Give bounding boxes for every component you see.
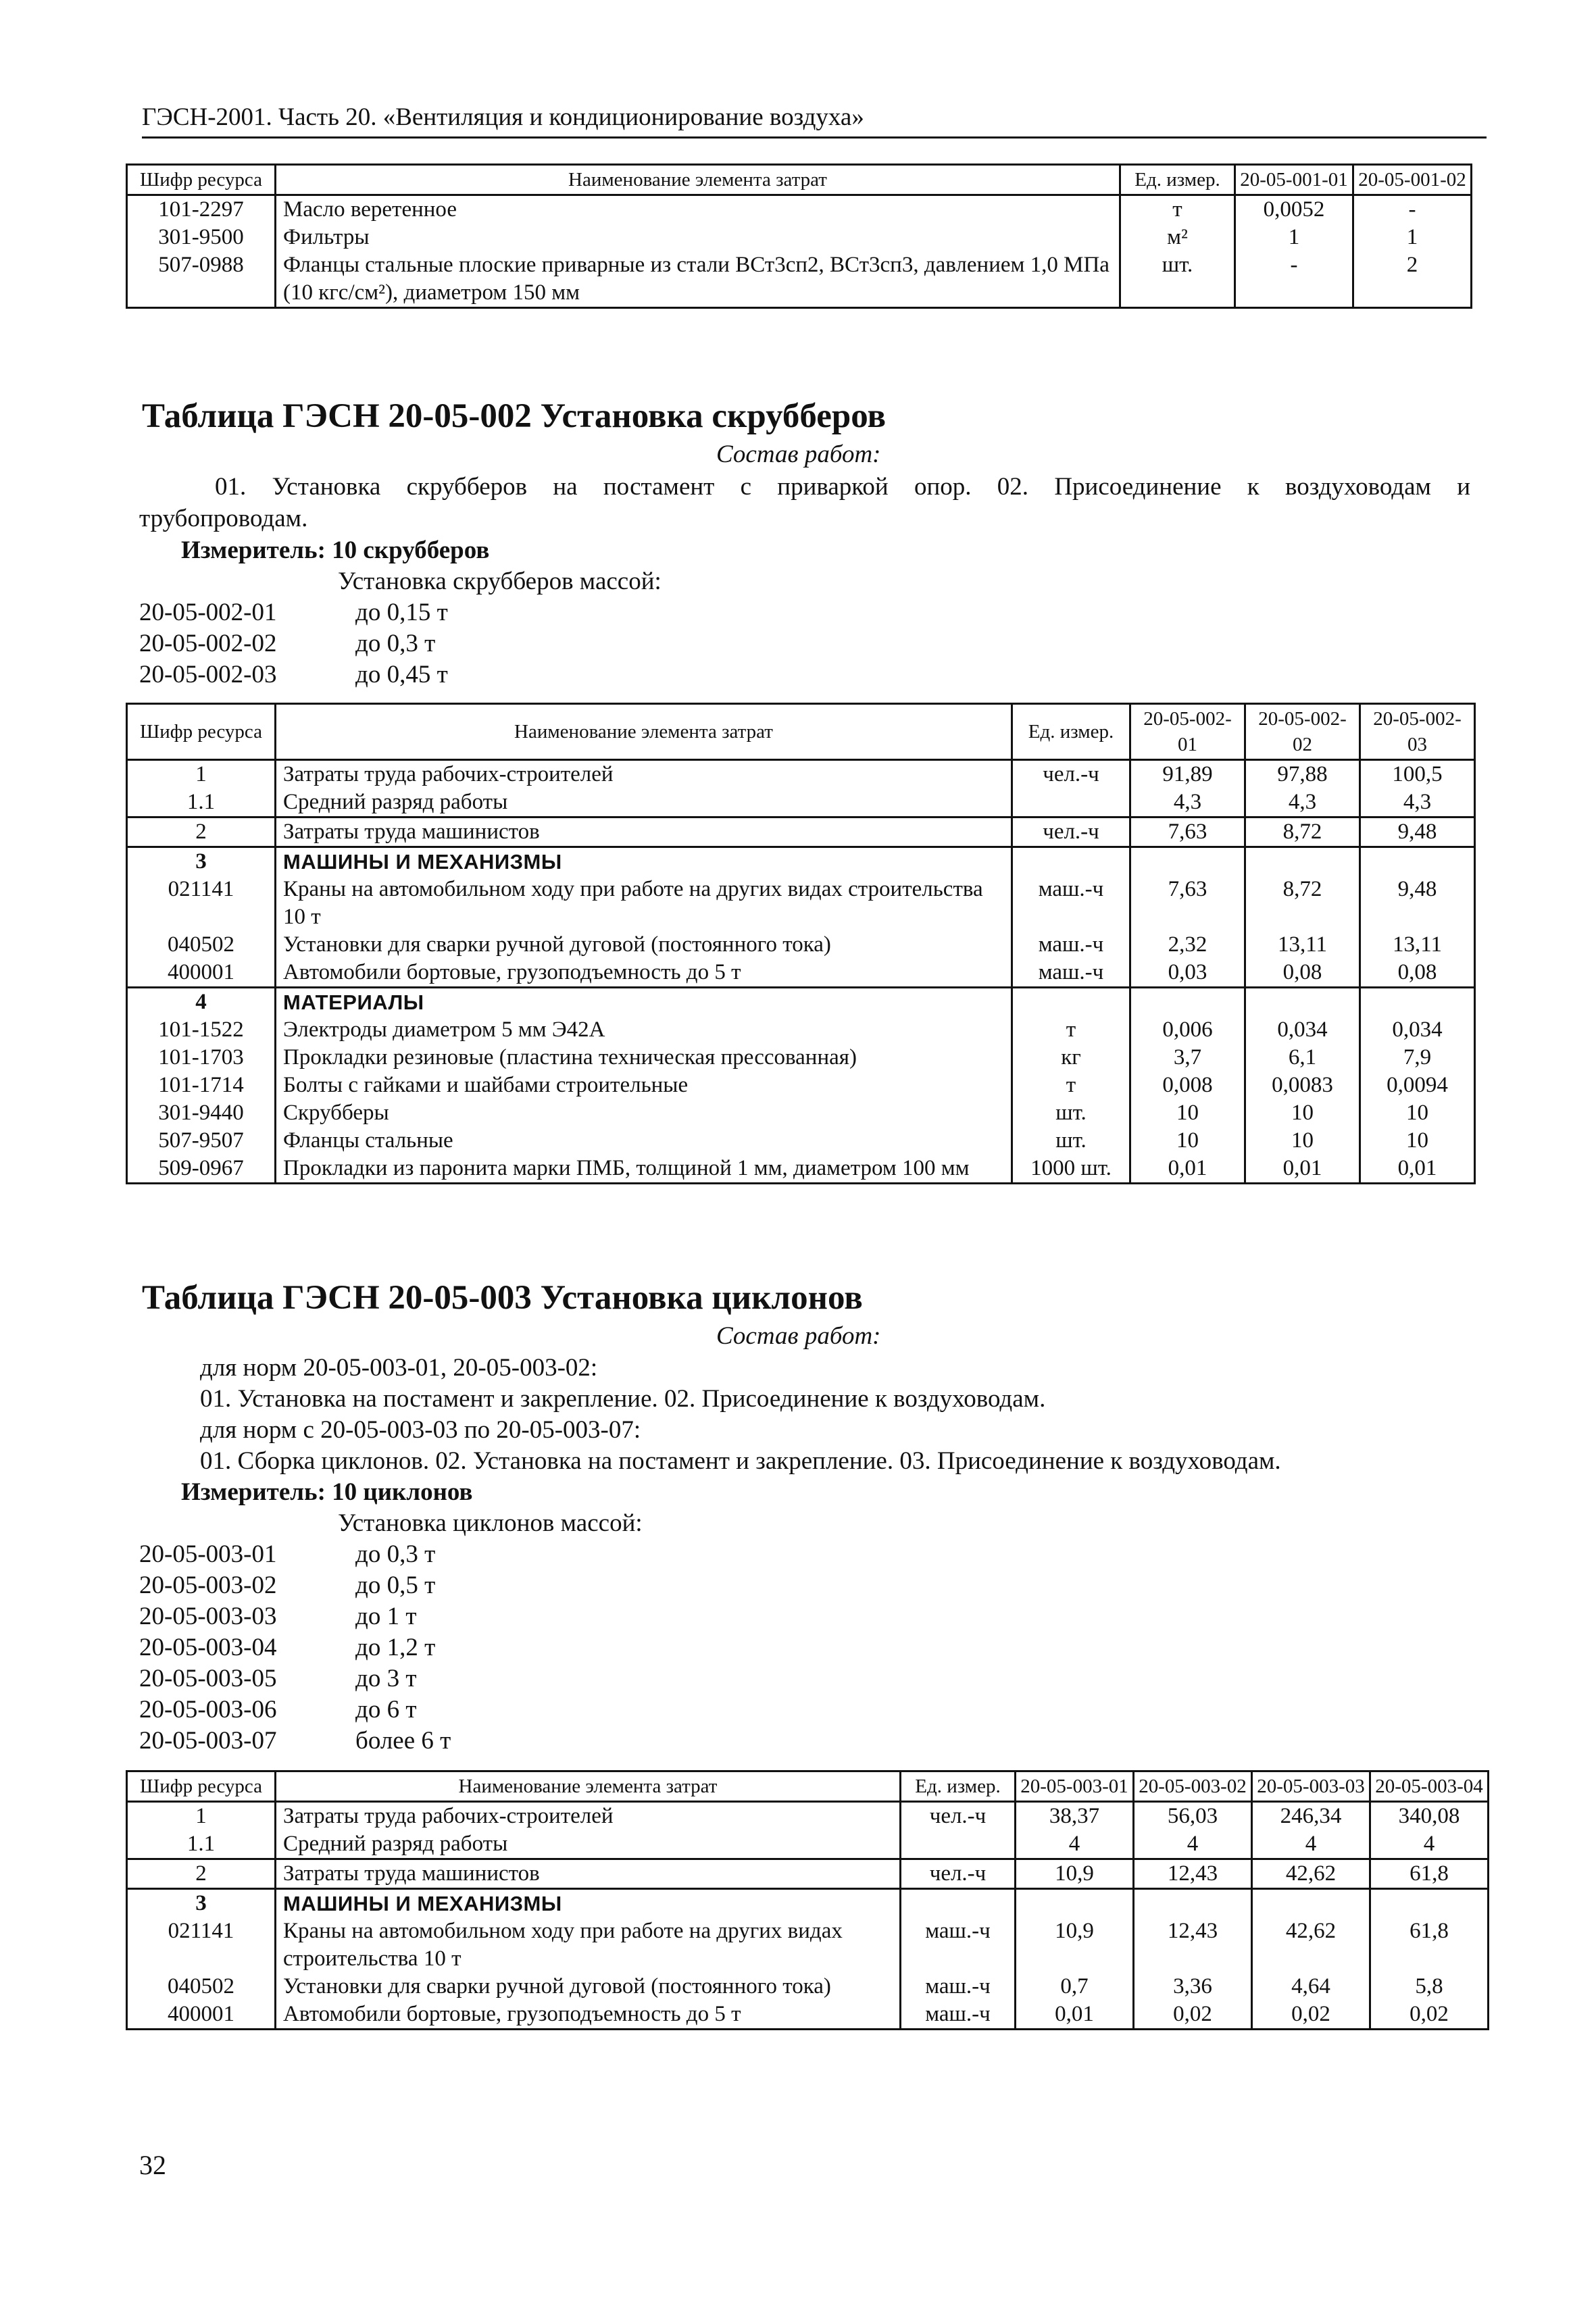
- resource-table-002: [126, 703, 1476, 1184]
- norm-mass: до 0,3 т: [355, 1540, 436, 1568]
- cell-code: 3: [127, 1889, 276, 1918]
- cell-value: 9,48: [1360, 818, 1475, 847]
- cell-value: 0,0052: [1235, 195, 1353, 224]
- table-row: [127, 2001, 1489, 2030]
- cell-value: 0,006: [1130, 1016, 1245, 1044]
- norm-mass: до 0,15 т: [355, 599, 448, 626]
- norm-code: 20-05-003-04: [139, 1634, 277, 1661]
- norm-code-row: [139, 1726, 451, 1757]
- cell-value: 10: [1130, 1127, 1245, 1155]
- cell-value: [1360, 988, 1475, 1017]
- column-header-unit: Ед. измер.: [1120, 165, 1235, 195]
- cell-code: 101-2297: [127, 195, 276, 224]
- cell-unit: т: [1120, 195, 1235, 224]
- column-header-norm: 20-05-003-04: [1370, 1771, 1489, 1802]
- cell-value: [1130, 847, 1245, 876]
- cell-unit: 1000 шт.: [1012, 1155, 1130, 1184]
- norm-code: 20-05-002-03: [139, 661, 277, 688]
- section-003-mass-head: Установка циклонов массой:: [338, 1509, 643, 1537]
- cell-value: 8,72: [1245, 818, 1360, 847]
- table-row: [127, 876, 1475, 931]
- cell-code: 301-9440: [127, 1099, 276, 1127]
- norm-code-row: [139, 1632, 451, 1663]
- table-row: [127, 251, 1472, 308]
- norm-code: 20-05-003-05: [139, 1665, 277, 1692]
- cell-value: 10,9: [1016, 1917, 1134, 1973]
- table-row: [127, 1859, 1489, 1889]
- page-number: 32: [139, 2150, 166, 2180]
- section-002-code-list: [139, 597, 448, 690]
- cell-code: 040502: [127, 931, 276, 959]
- cell-name: Затраты труда машинистов: [276, 818, 1012, 847]
- cell-value: 91,89: [1130, 760, 1245, 789]
- section-003-line-3: для норм с 20-05-003-03 по 20-05-003-07:: [200, 1416, 641, 1444]
- column-header-code: Шифр ресурса: [127, 165, 276, 195]
- cell-unit: [1012, 788, 1130, 818]
- cell-unit: маш.-ч: [901, 2001, 1016, 2030]
- cell-name: Затраты труда рабочих-строителей: [276, 1802, 901, 1831]
- cell-name: Автомобили бортовые, грузоподъемность до 5 т: [276, 2001, 901, 2030]
- cell-value: 10: [1360, 1099, 1475, 1127]
- cell-code: 101-1714: [127, 1072, 276, 1099]
- column-header-norm: 20-05-003-01: [1016, 1771, 1134, 1802]
- page-header: ГЭСН-2001. Часть 20. «Вентиляция и кондиционирование воздуха»: [142, 101, 1487, 139]
- table-row: [127, 1917, 1489, 1973]
- cell-code: 4: [127, 988, 276, 1017]
- norm-code: 20-05-003-02: [139, 1571, 277, 1599]
- table-row: [127, 1155, 1475, 1184]
- cell-code: 101-1522: [127, 1016, 276, 1044]
- norm-mass: до 1 т: [355, 1603, 417, 1630]
- cell-value: 0,02: [1370, 2001, 1489, 2030]
- table-row: [127, 1072, 1475, 1099]
- column-header-norm: 20-05-002-02: [1245, 704, 1360, 760]
- cell-code: 1: [127, 760, 276, 789]
- section-003-meter: Измеритель: 10 циклонов: [181, 1478, 473, 1506]
- norm-mass: до 0,45 т: [355, 661, 448, 688]
- cell-value: 12,43: [1134, 1917, 1252, 1973]
- table-row: [127, 847, 1475, 876]
- cell-code: 040502: [127, 1973, 276, 2001]
- norm-code-row: [139, 1570, 451, 1601]
- cell-value: 9,48: [1360, 876, 1475, 931]
- cell-value: -: [1353, 195, 1472, 224]
- cell-code: 400001: [127, 2001, 276, 2030]
- section-002-title: Таблица ГЭСН 20-05-002 Установка скрубберов: [142, 397, 887, 435]
- cell-name: Скрубберы: [276, 1099, 1012, 1127]
- cell-unit: чел.-ч: [1012, 818, 1130, 847]
- cell-code: 2: [127, 818, 276, 847]
- cell-name: Установки для сварки ручной дуговой (постоянного тока): [276, 1973, 901, 2001]
- cell-unit: маш.-ч: [901, 1973, 1016, 2001]
- column-header-norm: 20-05-001-01: [1235, 165, 1353, 195]
- cell-name: Краны на автомобильном ходу при работе на других видах строительства 10 т: [276, 876, 1012, 931]
- cell-name: МАШИНЫ И МЕХАНИЗМЫ: [276, 1889, 901, 1918]
- cell-value: [1130, 988, 1245, 1017]
- norm-mass: более 6 т: [355, 1727, 451, 1755]
- cell-unit: шт.: [1120, 251, 1235, 308]
- norm-mass: до 0,3 т: [355, 630, 436, 657]
- norm-code-row: [139, 1601, 451, 1632]
- cell-value: 61,8: [1370, 1917, 1489, 1973]
- table-row: [127, 931, 1475, 959]
- cell-unit: т: [1012, 1072, 1130, 1099]
- norm-code: 20-05-003-01: [139, 1540, 277, 1568]
- cell-value: 0,02: [1252, 2001, 1370, 2030]
- cell-name: Краны на автомобильном ходу при работе на других видах строительства 10 т: [276, 1917, 901, 1973]
- cell-unit: маш.-ч: [901, 1917, 1016, 1973]
- column-header-unit: Ед. измер.: [901, 1771, 1016, 1802]
- cell-value: 0,0094: [1360, 1072, 1475, 1099]
- cell-unit: кг: [1012, 1044, 1130, 1072]
- norm-code: 20-05-003-03: [139, 1603, 277, 1630]
- cell-code: 3: [127, 847, 276, 876]
- cell-value: 0,008: [1130, 1072, 1245, 1099]
- cell-value: [1245, 988, 1360, 1017]
- cell-value: 4,3: [1245, 788, 1360, 818]
- column-header-norm: 20-05-002-03: [1360, 704, 1475, 760]
- table-row: [127, 1802, 1489, 1831]
- cell-value: [1370, 1889, 1489, 1918]
- cell-code: 2: [127, 1859, 276, 1889]
- norm-mass: до 1,2 т: [355, 1634, 436, 1661]
- cell-value: 7,63: [1130, 876, 1245, 931]
- cell-value: 0,08: [1360, 959, 1475, 988]
- cell-unit: маш.-ч: [1012, 959, 1130, 988]
- cell-value: 0,01: [1130, 1155, 1245, 1184]
- norm-code-row: [139, 659, 448, 690]
- cell-unit: [901, 1830, 1016, 1859]
- cell-value: 7,9: [1360, 1044, 1475, 1072]
- resource-table-003: [126, 1770, 1489, 2030]
- cell-value: [1016, 1889, 1134, 1918]
- column-header-name: Наименование элемента затрат: [276, 704, 1012, 760]
- cell-code: 021141: [127, 876, 276, 931]
- section-003-sostav: Состав работ:: [716, 1322, 881, 1350]
- cell-code: 101-1703: [127, 1044, 276, 1072]
- cell-value: 0,7: [1016, 1973, 1134, 2001]
- cell-value: 246,34: [1252, 1802, 1370, 1831]
- cell-name: Затраты труда рабочих-строителей: [276, 760, 1012, 789]
- table-row: [127, 1099, 1475, 1127]
- cell-name: Прокладки резиновые (пластина техническая прессованная): [276, 1044, 1012, 1072]
- resource-table-001: [126, 164, 1472, 309]
- section-002-meter: Измеритель: 10 скрубберов: [181, 536, 490, 564]
- cell-value: 0,034: [1245, 1016, 1360, 1044]
- cell-value: 12,43: [1134, 1859, 1252, 1889]
- table-row: [127, 1889, 1489, 1918]
- column-header-norm: 20-05-001-02: [1353, 165, 1472, 195]
- cell-unit: шт.: [1012, 1099, 1130, 1127]
- cell-name: Фланцы стальные плоские приварные из стали ВСт3сп2, ВСт3сп3, давлением 1,0 МПа (10 кгс/см²), диаметром 150 мм: [276, 251, 1120, 308]
- cell-value: 6,1: [1245, 1044, 1360, 1072]
- norm-code: 20-05-003-06: [139, 1696, 277, 1724]
- cell-value: 38,37: [1016, 1802, 1134, 1831]
- cell-value: 8,72: [1245, 876, 1360, 931]
- cell-name: Затраты труда машинистов: [276, 1859, 901, 1889]
- cell-value: [1360, 847, 1475, 876]
- cell-name: Фильтры: [276, 224, 1120, 251]
- cell-unit: чел.-ч: [901, 1802, 1016, 1831]
- section-003-line-4: 01. Сборка циклонов. 02. Установка на постамент и закрепление. 03. Присоединение к воздуховодам.: [200, 1447, 1281, 1475]
- cell-value: 4: [1252, 1830, 1370, 1859]
- cell-unit: маш.-ч: [1012, 876, 1130, 931]
- column-header-code: Шифр ресурса: [127, 1771, 276, 1802]
- norm-mass: до 3 т: [355, 1665, 417, 1692]
- cell-value: 10: [1360, 1127, 1475, 1155]
- cell-unit: чел.-ч: [1012, 760, 1130, 789]
- cell-value: 3,7: [1130, 1044, 1245, 1072]
- cell-value: 4: [1016, 1830, 1134, 1859]
- table-row: [127, 988, 1475, 1017]
- table-row: [127, 788, 1475, 818]
- table-header-row: [127, 704, 1475, 760]
- cell-value: 0,034: [1360, 1016, 1475, 1044]
- cell-value: 0,01: [1360, 1155, 1475, 1184]
- cell-value: 0,03: [1130, 959, 1245, 988]
- cell-code: 301-9500: [127, 224, 276, 251]
- table-row: [127, 959, 1475, 988]
- cell-value: 97,88: [1245, 760, 1360, 789]
- cell-name: Масло веретенное: [276, 195, 1120, 224]
- norm-mass: до 6 т: [355, 1696, 417, 1724]
- cell-unit: маш.-ч: [1012, 931, 1130, 959]
- cell-unit: шт.: [1012, 1127, 1130, 1155]
- cell-value: 42,62: [1252, 1859, 1370, 1889]
- cell-value: 340,08: [1370, 1802, 1489, 1831]
- column-header-norm: 20-05-002-01: [1130, 704, 1245, 760]
- table-row: [127, 760, 1475, 789]
- column-header-name: Наименование элемента затрат: [276, 1771, 901, 1802]
- cell-value: 100,5: [1360, 760, 1475, 789]
- cell-unit: [1012, 847, 1130, 876]
- table-header-row: [127, 1771, 1489, 1802]
- cell-name: Прокладки из паронита марки ПМБ, толщиной 1 мм, диаметром 100 мм: [276, 1155, 1012, 1184]
- section-003-title: Таблица ГЭСН 20-05-003 Установка циклонов: [142, 1279, 863, 1317]
- cell-value: 1: [1235, 224, 1353, 251]
- cell-unit: м²: [1120, 224, 1235, 251]
- cell-unit: т: [1012, 1016, 1130, 1044]
- cell-code: 1.1: [127, 1830, 276, 1859]
- cell-code: 507-0988: [127, 251, 276, 308]
- column-header-unit: Ед. измер.: [1012, 704, 1130, 760]
- cell-value: 0,02: [1134, 2001, 1252, 2030]
- norm-code-row: [139, 1539, 451, 1570]
- cell-value: 10,9: [1016, 1859, 1134, 1889]
- cell-unit: чел.-ч: [901, 1859, 1016, 1889]
- cell-unit: [1012, 988, 1130, 1017]
- cell-name: Средний разряд работы: [276, 1830, 901, 1859]
- section-002-sostav: Состав работ:: [716, 441, 881, 468]
- column-header-norm: 20-05-003-02: [1134, 1771, 1252, 1802]
- cell-value: 10: [1130, 1099, 1245, 1127]
- cell-value: [1245, 847, 1360, 876]
- norm-code: 20-05-002-02: [139, 630, 277, 657]
- cell-value: 13,11: [1360, 931, 1475, 959]
- cell-value: 0,01: [1016, 2001, 1134, 2030]
- cell-code: 021141: [127, 1917, 276, 1973]
- cell-value: 0,08: [1245, 959, 1360, 988]
- cell-value: 2: [1353, 251, 1472, 308]
- section-003-line-1: для норм 20-05-003-01, 20-05-003-02:: [200, 1354, 598, 1382]
- table-row: [127, 1830, 1489, 1859]
- norm-code: 20-05-002-01: [139, 599, 277, 626]
- cell-name: Фланцы стальные: [276, 1127, 1012, 1155]
- cell-name: Средний разряд работы: [276, 788, 1012, 818]
- table-row: [127, 1973, 1489, 2001]
- cell-value: 7,63: [1130, 818, 1245, 847]
- cell-value: 4: [1134, 1830, 1252, 1859]
- cell-value: 2,32: [1130, 931, 1245, 959]
- cell-value: 4,64: [1252, 1973, 1370, 2001]
- cell-code: 1: [127, 1802, 276, 1831]
- cell-value: [1134, 1889, 1252, 1918]
- table-row: [127, 195, 1472, 224]
- norm-code-row: [139, 597, 448, 628]
- cell-value: 61,8: [1370, 1859, 1489, 1889]
- cell-unit: [901, 1889, 1016, 1918]
- cell-code: 507-9507: [127, 1127, 276, 1155]
- section-002-mass-head: Установка скрубберов массой:: [338, 568, 662, 595]
- cell-code: 1.1: [127, 788, 276, 818]
- column-header-norm: 20-05-003-03: [1252, 1771, 1370, 1802]
- cell-value: 42,62: [1252, 1917, 1370, 1973]
- cell-value: -: [1235, 251, 1353, 308]
- cell-name: МАШИНЫ И МЕХАНИЗМЫ: [276, 847, 1012, 876]
- cell-value: 13,11: [1245, 931, 1360, 959]
- norm-code-row: [139, 628, 448, 659]
- cell-value: 1: [1353, 224, 1472, 251]
- table-header-row: [127, 165, 1472, 195]
- section-002-paragraph-cont: трубопроводам.: [139, 505, 308, 532]
- cell-name: Электроды диаметром 5 мм Э42А: [276, 1016, 1012, 1044]
- cell-value: 0,01: [1245, 1155, 1360, 1184]
- section-003-code-list: [139, 1539, 451, 1757]
- cell-value: [1252, 1889, 1370, 1918]
- section-003-line-2: 01. Установка на постамент и закрепление. 02. Присоединение к воздуховодам.: [200, 1385, 1046, 1413]
- cell-value: 4: [1370, 1830, 1489, 1859]
- cell-value: 56,03: [1134, 1802, 1252, 1831]
- cell-name: Болты с гайками и шайбами строительные: [276, 1072, 1012, 1099]
- column-header-name: Наименование элемента затрат: [276, 165, 1120, 195]
- cell-value: 5,8: [1370, 1973, 1489, 2001]
- table-row: [127, 1127, 1475, 1155]
- cell-code: 509-0967: [127, 1155, 276, 1184]
- cell-value: 10: [1245, 1099, 1360, 1127]
- cell-value: 10: [1245, 1127, 1360, 1155]
- norm-mass: до 0,5 т: [355, 1571, 436, 1599]
- table-row: [127, 1044, 1475, 1072]
- cell-name: МАТЕРИАЛЫ: [276, 988, 1012, 1017]
- norm-code: 20-05-003-07: [139, 1727, 277, 1755]
- norm-code-row: [139, 1663, 451, 1694]
- cell-name: Установки для сварки ручной дуговой (постоянного тока): [276, 931, 1012, 959]
- cell-code: 400001: [127, 959, 276, 988]
- column-header-code: Шифр ресурса: [127, 704, 276, 760]
- table-row: [127, 1016, 1475, 1044]
- cell-value: 3,36: [1134, 1973, 1252, 2001]
- cell-value: 4,3: [1360, 788, 1475, 818]
- cell-name: Автомобили бортовые, грузоподъемность до 5 т: [276, 959, 1012, 988]
- cell-value: 4,3: [1130, 788, 1245, 818]
- table-row: [127, 224, 1472, 251]
- section-002-paragraph: 01. Установка скрубберов на постамент с приваркой опор. 02. Присоединение к воздуховодам и: [215, 473, 1470, 501]
- cell-value: 0,0083: [1245, 1072, 1360, 1099]
- table-row: [127, 818, 1475, 847]
- norm-code-row: [139, 1694, 451, 1726]
